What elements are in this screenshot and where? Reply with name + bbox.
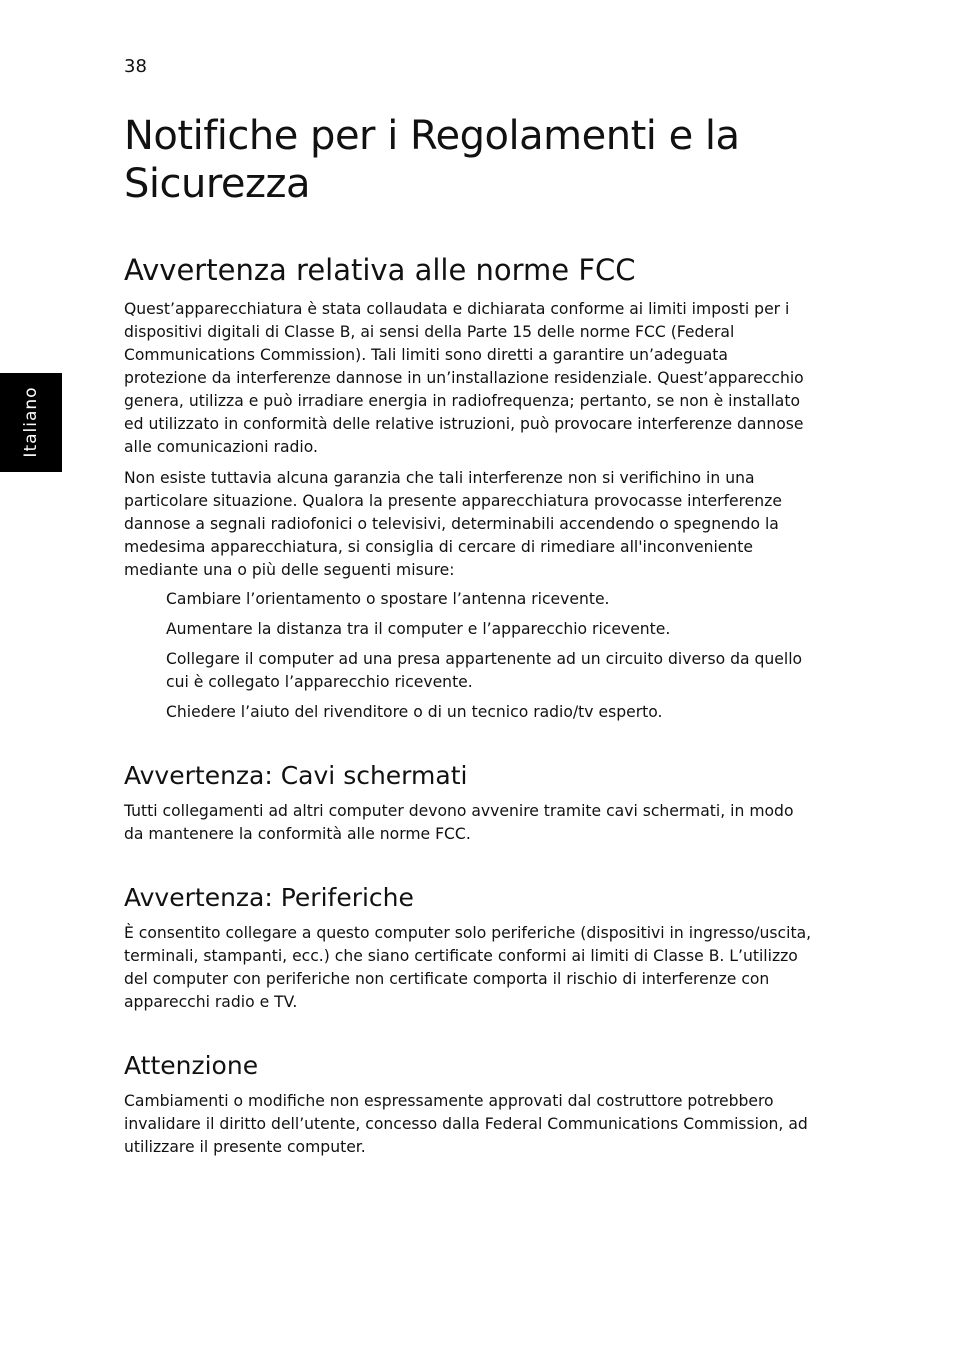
- language-tab: [0, 373, 62, 472]
- measures-list: [124, 588, 814, 724]
- language-tab-label: Italiano: [21, 386, 41, 458]
- caution-heading: Attenzione: [124, 1051, 259, 1080]
- cables-heading: Avvertenza: Cavi schermati: [124, 761, 468, 790]
- page-title: Notifiche per i Regolamenti e la Sicurezza: [124, 113, 740, 207]
- page-content: [124, 112, 814, 1159]
- fcc-paragraph-2: Non esiste tuttavia alcuna garanzia che tali interferenze non si verifichino in una particolare situazione. Qualora la presente apparecchiatura provocasse interferenze dannose a segnali radiofonici o televisivi, determinabili accendendo o spegnendo la medesima apparecchiatura, si consiglia di cercare di rimediare all'inconveniente mediante una o più delle seguenti misure:: [124, 469, 782, 579]
- fcc-heading: Avvertenza relativa alle norme FCC: [124, 253, 636, 287]
- list-item: Aumentare la distanza tra il computer e l’apparecchio ricevente.: [166, 620, 671, 638]
- page-number: 38: [124, 56, 147, 77]
- list-item: Chiedere l’aiuto del rivenditore o di un tecnico radio/tv esperto.: [166, 703, 663, 721]
- fcc-section: [124, 252, 814, 724]
- fcc-paragraph-1: Quest’apparecchiatura è stata collaudata e dichiarata conforme ai limiti imposti per i dispositivi digitali di Classe B, ai sensi della Parte 15 delle norme FCC (Federal Communications Commission). Tali limiti sono diretti a garantire un’adeguata protezione da interferenze dannose in un’installazione residenziale. Quest’apparecchio genera, utilizza e può irradiare energia in radiofrequenza; pertanto, se non è installato ed utilizzato in conformità delle relative istruzioni, può provocare interferenze dannose alle comunicazioni radio.: [124, 300, 804, 456]
- list-item: Collegare il computer ad una presa appartenente ad un circuito diverso da quello cui è collegato l’apparecchio ricevente.: [166, 650, 803, 691]
- peripherals-section: [124, 882, 814, 1014]
- peripherals-text: È consentito collegare a questo computer solo periferiche (dispositivi in ingresso/uscita, terminali, stampanti, ecc.) che siano certificate conformi ai limiti di Classe B. L’utilizzo del computer con periferiche non certificate comporta il rischio di interferenze con apparecchi radio e TV.: [124, 924, 812, 1011]
- peripherals-heading: Avvertenza: Periferiche: [124, 883, 414, 912]
- caution-section: [124, 1050, 814, 1159]
- cables-section: [124, 760, 814, 846]
- caution-text: Cambiamenti o modifiche non espressamente approvati dal costruttore potrebbero invalidare il diritto dell’utente, concesso dalla Federal Communications Commission, ad utilizzare il presente computer.: [124, 1092, 808, 1156]
- cables-text: Tutti collegamenti ad altri computer devono avvenire tramite cavi schermati, in modo da mantenere la conformità alle norme FCC.: [124, 802, 794, 843]
- list-item: Cambiare l’orientamento o spostare l’antenna ricevente.: [166, 590, 610, 608]
